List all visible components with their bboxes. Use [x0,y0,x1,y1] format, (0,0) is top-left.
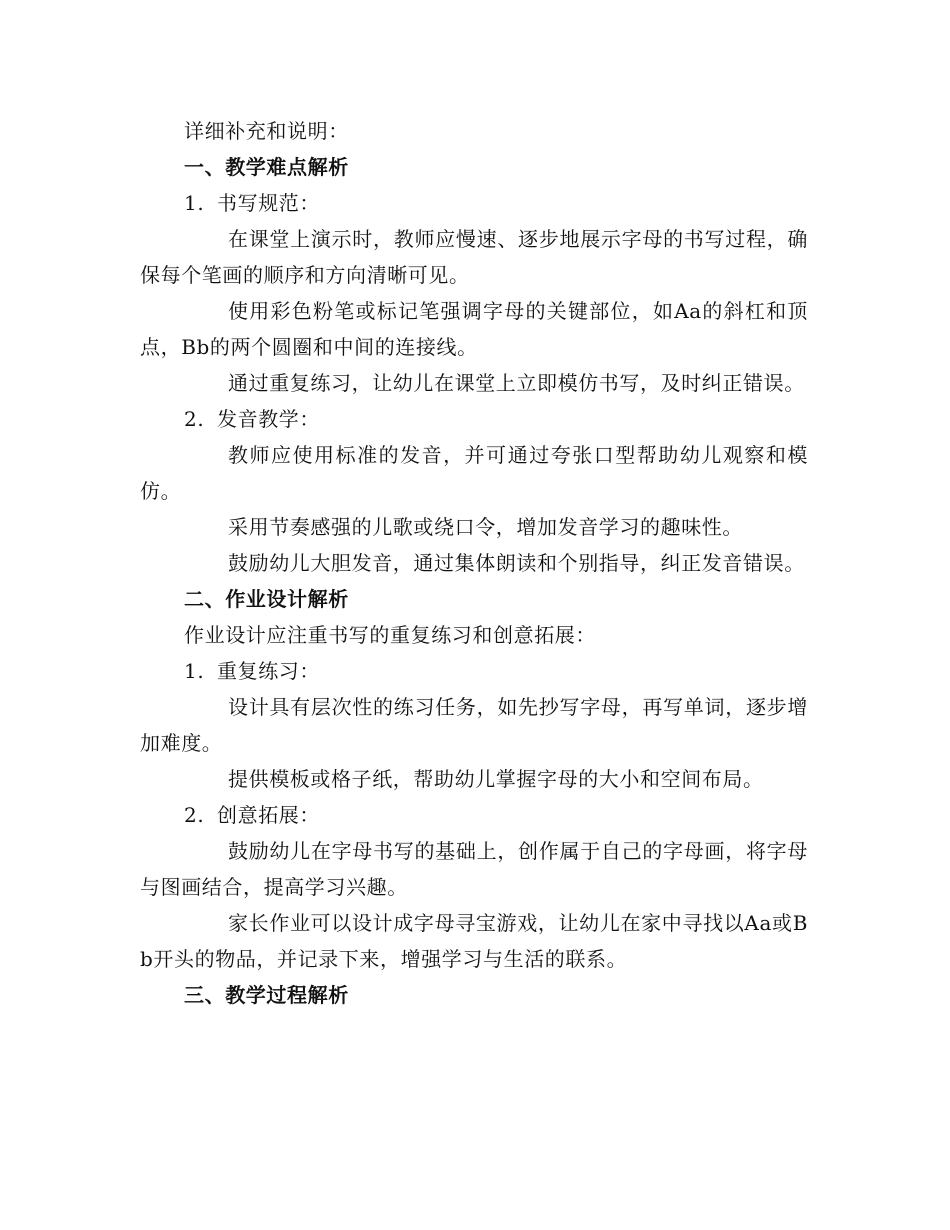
paragraph: 鼓励幼儿在字母书写的基础上，创作属于自己的字母画，将字母与图画结合，提高学习兴趣。 [140,839,808,899]
item-label: 发音教学： [217,407,320,431]
paragraph: 通过重复练习，让幼儿在课堂上立即模仿书写，及时纠正错误。 [228,371,805,395]
paragraph: 教师应使用标准的发音，并可通过夸张口型帮助幼儿观察和模仿。 [140,443,808,503]
intro-text: 详细补充和说明： [184,119,349,143]
item-repeated-practice [140,653,808,689]
item-number: 2. [184,407,205,431]
item-creative-extension [140,797,808,833]
item-number: 2. [184,803,205,827]
paragraph: 鼓励幼儿大胆发音，通过集体朗读和个别指导，纠正发音错误。 [228,551,805,575]
paragraph: 使用彩色粉笔或标记笔强调字母的关键部位，如Aa的斜杠和顶点，Bb的两个圆圈和中间的连接线。 [140,299,808,359]
item-pronunciation [140,401,808,437]
paragraph: 在课堂上演示时，教师应慢速、逐步地展示字母的书写过程，确保每个笔画的顺序和方向清晰可见。 [140,227,808,287]
item-label: 书写规范： [217,191,320,215]
section-heading-process: 三、教学过程解析 [184,983,349,1007]
document-body [140,113,808,1013]
item-label: 创意拓展： [217,803,320,827]
paragraph: 提供模板或格子纸，帮助幼儿掌握字母的大小和空间布局。 [228,767,764,791]
section-lead: 作业设计应注重书写的重复练习和创意拓展： [184,623,596,647]
item-label: 重复练习： [217,659,320,683]
section-heading-homework: 二、作业设计解析 [184,587,349,611]
item-number: 1. [184,191,205,215]
paragraph: 采用节奏感强的儿歌或绕口令，增加发音学习的趣味性。 [228,515,743,539]
item-writing-standards [140,185,808,221]
paragraph: 设计具有层次性的练习任务，如先抄写字母，再写单词，逐步增加难度。 [140,695,808,755]
section-heading-difficulties: 一、教学难点解析 [184,155,349,179]
item-number: 1. [184,659,205,683]
paragraph: 家长作业可以设计成字母寻宝游戏，让幼儿在家中寻找以Aa或Bb开头的物品，并记录下来，增强学习与生活的联系。 [140,911,808,971]
